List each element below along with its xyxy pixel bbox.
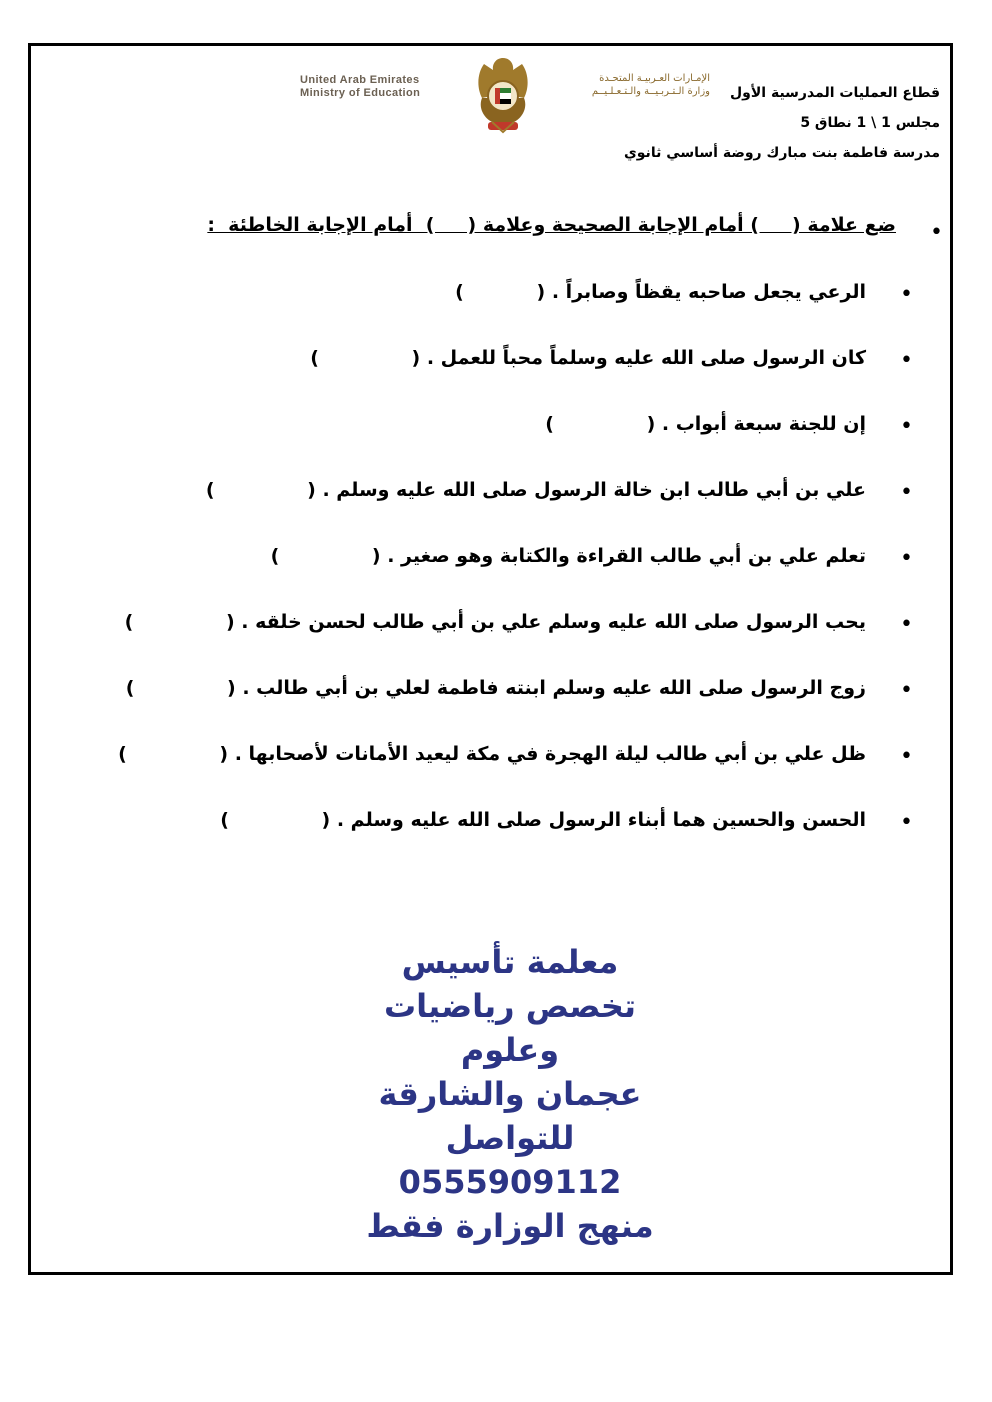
question-item: علي بن أبي طالب ابن خالة الرسول صلى الله عليه وسلم . ( ) [205, 479, 866, 501]
question-item: كان الرسول صلى الله عليه وسلماً محباً للعمل . ( ) [310, 347, 866, 369]
question-item: ظل علي بن أبي طالب ليلة الهجرة في مكة ليعيد الأمانات لأصحابها . ( ) [118, 743, 866, 765]
bullet-icon: • [900, 546, 913, 571]
question-item: الحسن والحسين هما أبناء الرسول صلى الله عليه وسلم . ( ) [220, 809, 866, 831]
bullet-icon: • [900, 744, 913, 769]
bullet-icon: • [900, 348, 913, 373]
question-item: تعلم علي بن أبي طالب القراءة والكتابة وهو صغير . ( ) [270, 545, 866, 567]
ministry-name-arabic: الإمـارات العـربيـة المتحـدة وزارة الـتـربـيــة والـتـعـلـيــم [591, 73, 710, 97]
bullet-icon: • [900, 612, 913, 637]
bullet-icon: • [900, 810, 913, 835]
footer-line: معلمة تأسيس [401, 943, 619, 981]
footer-line: عجمان والشارقة [378, 1075, 642, 1113]
teacher-contact-block [300, 940, 720, 1248]
phone-number: 0555909112 [398, 1163, 622, 1201]
council-name: مجلس 1 \ 1 نطاق 5 [800, 115, 940, 131]
bullet-icon: • [900, 414, 913, 439]
uae-emblem-icon [462, 52, 544, 136]
sector-name: قطاع العمليات المدرسية الأول [730, 85, 940, 101]
instruction-text: ضع علامة ( ) أمام الإجابة الصحيحة وعلامة ( ) أمام الإجابة الخاطئة : [207, 214, 896, 236]
school-name: مدرسة فاطمة بنت مبارك روضة أساسي ثانوي [623, 145, 940, 161]
footer-line: للتواصل [445, 1119, 575, 1157]
bullet-icon: • [900, 678, 913, 703]
footer-line: منهج الوزارة فقط [366, 1207, 654, 1245]
footer-line: تخصص رياضيات [383, 987, 636, 1025]
question-item: إن للجنة سبعة أبواب . ( ) [545, 413, 866, 435]
bullet-icon: • [930, 220, 943, 245]
question-item: زوج الرسول صلى الله عليه وسلم ابنته فاطمة لعلي بن أبي طالب . ( ) [125, 677, 866, 699]
ministry-name-english: United Arab Emirates Ministry of Education [300, 74, 421, 99]
bullet-icon: • [900, 282, 913, 307]
question-item: الرعي يجعل صاحبه يقظاً وصابراً . ( ) [455, 281, 866, 303]
bullet-icon: • [900, 480, 913, 505]
footer-line: وعلوم [460, 1031, 560, 1069]
question-item: يحب الرسول صلى الله عليه وسلم علي بن أبي طالب لحسن خلقه . ( ) [124, 611, 866, 633]
